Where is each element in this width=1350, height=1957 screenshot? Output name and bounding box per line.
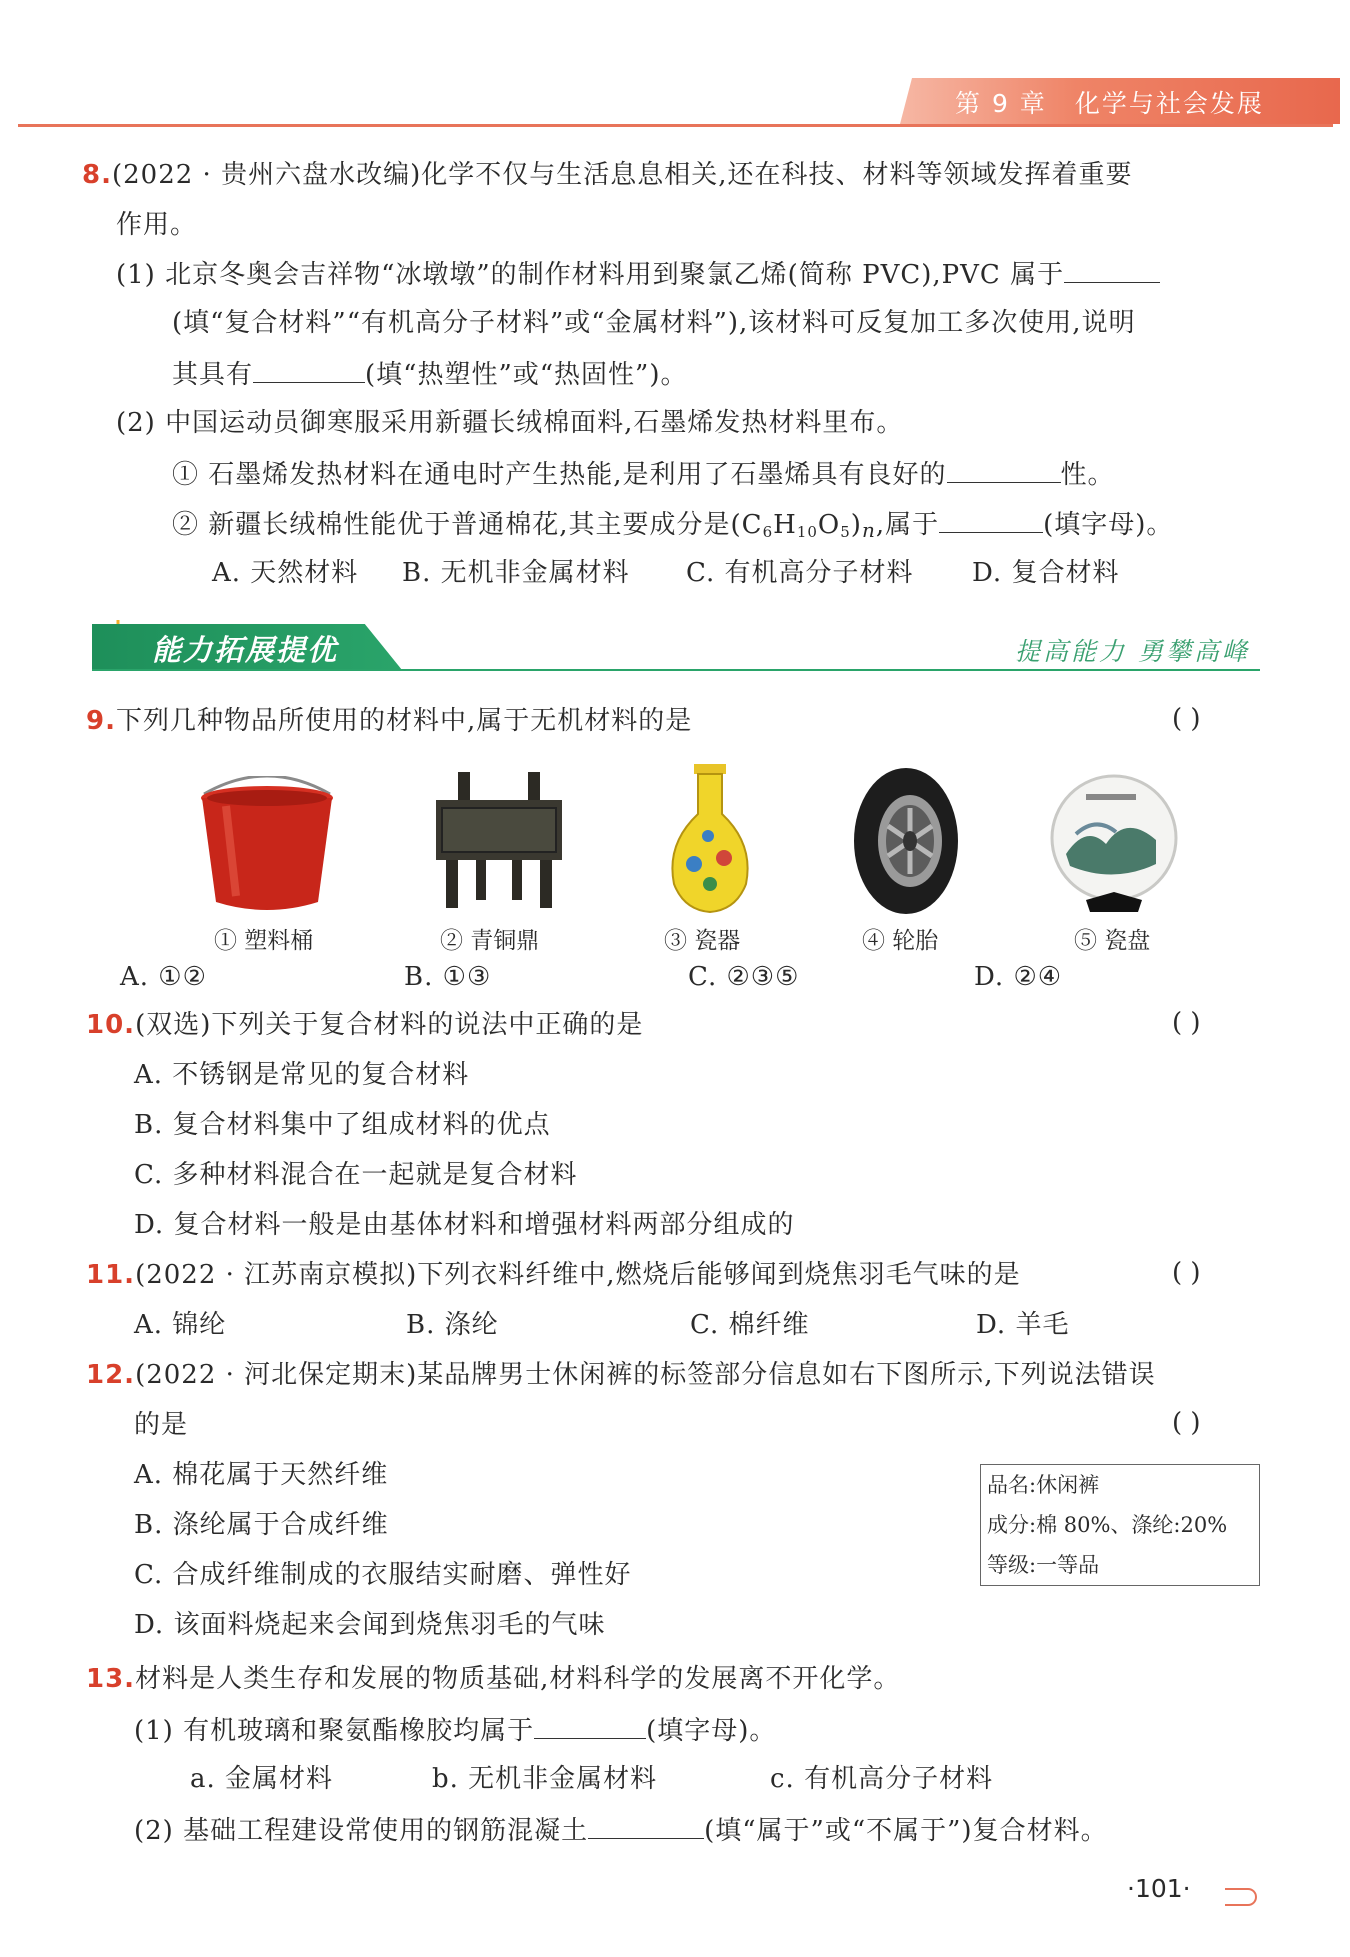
q8-blank-4[interactable] bbox=[939, 506, 1043, 533]
section-slogan: 提高能力 勇攀高峰 bbox=[1015, 637, 1250, 666]
q9-option-d[interactable]: D. ②④ bbox=[974, 962, 1063, 992]
q11-stem bbox=[86, 1258, 1021, 1292]
q8-stem-text: (2022 · 贵州六盘水改编)化学不仅与生活息息相关,还在科技、材料等领域发挥着重要 bbox=[111, 160, 1133, 190]
q12-option-a[interactable]: A. 棉花属于天然纤维 bbox=[134, 1460, 389, 1490]
q8-option-b[interactable]: B. 无机非金属材料 bbox=[402, 558, 630, 588]
q13-blank-2[interactable] bbox=[588, 1812, 704, 1839]
q13-part1 bbox=[134, 1712, 776, 1748]
q13-choice-c[interactable]: c. 有机高分子材料 bbox=[770, 1764, 994, 1794]
q12-stem-line2: 的是 bbox=[134, 1410, 189, 1440]
chapter-header bbox=[955, 84, 1292, 120]
q11-option-a[interactable]: A. 锦纶 bbox=[134, 1310, 227, 1340]
q8-sub2-mid: ,属于 bbox=[875, 510, 940, 540]
q13-part2 bbox=[134, 1812, 1108, 1848]
q8-number: 8. bbox=[82, 160, 112, 190]
q9-option-a[interactable]: A. ①② bbox=[120, 962, 207, 992]
q9-number: 9. bbox=[86, 706, 116, 736]
q13-number: 13. bbox=[86, 1664, 136, 1694]
q8-part1-text: (1) 北京冬奥会吉祥物“冰墩墩”的制作材料用到聚氯乙烯(简称 PVC),PVC 属于 bbox=[116, 260, 1065, 290]
header-rule bbox=[18, 124, 1333, 127]
q8-part2-sub1 bbox=[172, 456, 1115, 492]
q8-sub1-text: ① 石墨烯发热材料在通电时产生热能,是利用了石墨烯具有良好的 bbox=[172, 460, 947, 490]
q8-sub2-tail: (填字母)。 bbox=[1043, 510, 1174, 540]
q10-option-c[interactable]: C. 多种材料混合在一起就是复合材料 bbox=[134, 1160, 578, 1190]
label-grade: 等级:一等品 bbox=[987, 1553, 1100, 1577]
label-product-name: 品名:休闲裤 bbox=[987, 1473, 1100, 1497]
plastic-bucket-image bbox=[196, 776, 338, 916]
caption-bronze-ding: ② 青铜鼎 bbox=[440, 928, 540, 954]
q12-option-c[interactable]: C. 合成纤维制成的衣服结实耐磨、弹性好 bbox=[134, 1560, 632, 1590]
q8-stem-line1 bbox=[82, 158, 1132, 192]
page-number: ·101· bbox=[1127, 1874, 1191, 1903]
formula-n: n bbox=[861, 518, 876, 542]
q10-stem-text: 下列关于复合材料的说法中正确的是 bbox=[211, 1010, 644, 1040]
section-rule bbox=[92, 669, 1260, 671]
q11-option-c[interactable]: C. 棉纤维 bbox=[690, 1310, 810, 1340]
q8-option-a[interactable]: A. 天然材料 bbox=[212, 558, 359, 588]
q8-sub2-text: ② 新疆长绒棉性能优于普通棉花,其主要成分是(C bbox=[172, 510, 763, 540]
q8-option-d[interactable]: D. 复合材料 bbox=[972, 558, 1120, 588]
q10-option-a[interactable]: A. 不锈钢是常见的复合材料 bbox=[134, 1060, 470, 1090]
q8-stem-line2: 作用。 bbox=[116, 210, 198, 240]
q8-part2-sub2 bbox=[172, 506, 1173, 549]
q10-number: 10. bbox=[86, 1010, 136, 1040]
caption-tire: ④ 轮胎 bbox=[862, 928, 939, 954]
clothing-label-box bbox=[980, 1464, 1260, 1586]
q13-blank-1[interactable] bbox=[534, 1712, 646, 1739]
q10-answer-paren[interactable]: ( ) bbox=[1172, 1008, 1201, 1038]
q9-stem bbox=[86, 704, 692, 738]
q13-stem-text: 材料是人类生存和发展的物质基础,材料科学的发展离不开化学。 bbox=[135, 1664, 901, 1694]
q11-option-d[interactable]: D. 羊毛 bbox=[976, 1310, 1070, 1340]
section-title: 能力拓展提优 bbox=[152, 633, 339, 667]
chapter-title: 化学与社会发展 bbox=[1074, 89, 1264, 118]
q13-choice-b[interactable]: b. 无机非金属材料 bbox=[432, 1764, 658, 1794]
q12-option-b[interactable]: B. 涤纶属于合成纤维 bbox=[134, 1510, 389, 1540]
q8-part1-text-a: 其具有 bbox=[172, 360, 254, 390]
q8-part1-text-b: (填“热塑性”或“热固性”)。 bbox=[365, 360, 688, 390]
label-composition: 成分:棉 80%、涤纶:20% bbox=[987, 1513, 1228, 1537]
caption-plate: ⑤ 瓷盘 bbox=[1074, 928, 1151, 954]
q13-part2-text: (2) 基础工程建设常使用的钢筋混凝土 bbox=[134, 1816, 589, 1846]
q12-stem-text: (2022 · 河北保定期末)某品牌男士休闲裤的标签部分信息如右下图所示,下列说法错误 bbox=[135, 1360, 1156, 1390]
q9-option-b[interactable]: B. ①③ bbox=[404, 962, 492, 992]
q11-number: 11. bbox=[86, 1260, 136, 1290]
page-number-ornament bbox=[1225, 1888, 1257, 1906]
porcelain-vase-image bbox=[664, 764, 756, 916]
q8-sub1-tail: 性。 bbox=[1060, 460, 1115, 490]
q9-option-c[interactable]: C. ②③⑤ bbox=[688, 962, 800, 992]
q11-stem-text: (2022 · 江苏南京模拟)下列衣料纤维中,燃烧后能够闻到烧焦羽毛气味的是 bbox=[135, 1260, 1021, 1290]
q8-part1-line2: (填“复合材料”“有机高分子材料”或“金属材料”),该材料可反复加工多次使用,说明 bbox=[172, 308, 1136, 338]
formula-sub-6: 6 bbox=[762, 523, 774, 541]
formula-sub-10: 10 bbox=[796, 523, 818, 541]
q8-blank-2[interactable] bbox=[253, 356, 365, 383]
q8-part2-line: (2) 中国运动员御寒服采用新疆长绒棉面料,石墨烯发热材料里布。 bbox=[116, 408, 904, 438]
q10-option-b[interactable]: B. 复合材料集中了组成材料的优点 bbox=[134, 1110, 551, 1140]
q12-option-d[interactable]: D. 该面料烧起来会闻到烧焦羽毛的气味 bbox=[134, 1610, 606, 1640]
q9-answer-paren[interactable]: ( ) bbox=[1172, 704, 1201, 734]
q11-option-b[interactable]: B. 涤纶 bbox=[406, 1310, 499, 1340]
q13-part2-tail: (填“属于”或“不属于”)复合材料。 bbox=[704, 1816, 1108, 1846]
tire-image bbox=[852, 766, 960, 916]
q10-option-d[interactable]: D. 复合材料一般是由基体材料和增强材料两部分组成的 bbox=[134, 1210, 795, 1240]
q13-part1-text: (1) 有机玻璃和聚氨酯橡胶均属于 bbox=[134, 1716, 535, 1746]
q12-stem-line1 bbox=[86, 1358, 1156, 1392]
q8-part1-line3 bbox=[172, 356, 687, 392]
q11-answer-paren[interactable]: ( ) bbox=[1172, 1258, 1201, 1288]
q8-blank-3[interactable] bbox=[947, 456, 1061, 483]
formula-o: O bbox=[817, 510, 841, 540]
q12-answer-paren[interactable]: ( ) bbox=[1172, 1408, 1201, 1438]
q8-blank-1[interactable] bbox=[1064, 256, 1160, 283]
q13-part1-tail: (填字母)。 bbox=[646, 1716, 777, 1746]
bronze-ding-image bbox=[428, 772, 570, 912]
formula-close: ) bbox=[850, 510, 862, 540]
q10-stem bbox=[86, 1008, 643, 1042]
formula-sub-5: 5 bbox=[840, 523, 851, 541]
formula-h: H bbox=[773, 510, 797, 540]
q10-tag: (双选) bbox=[135, 1010, 212, 1040]
caption-plastic-bucket: ① 塑料桶 bbox=[214, 928, 314, 954]
q8-option-c[interactable]: C. 有机高分子材料 bbox=[686, 558, 914, 588]
q9-stem-text: 下列几种物品所使用的材料中,属于无机材料的是 bbox=[115, 706, 693, 736]
q13-stem bbox=[86, 1662, 900, 1696]
q13-choice-a[interactable]: a. 金属材料 bbox=[190, 1764, 334, 1794]
porcelain-plate-image bbox=[1046, 774, 1182, 914]
chapter-number: 第 9 章 bbox=[955, 89, 1047, 118]
caption-vase: ③ 瓷器 bbox=[664, 928, 741, 954]
q12-number: 12. bbox=[86, 1360, 136, 1390]
q8-part1-line1 bbox=[116, 256, 1160, 292]
